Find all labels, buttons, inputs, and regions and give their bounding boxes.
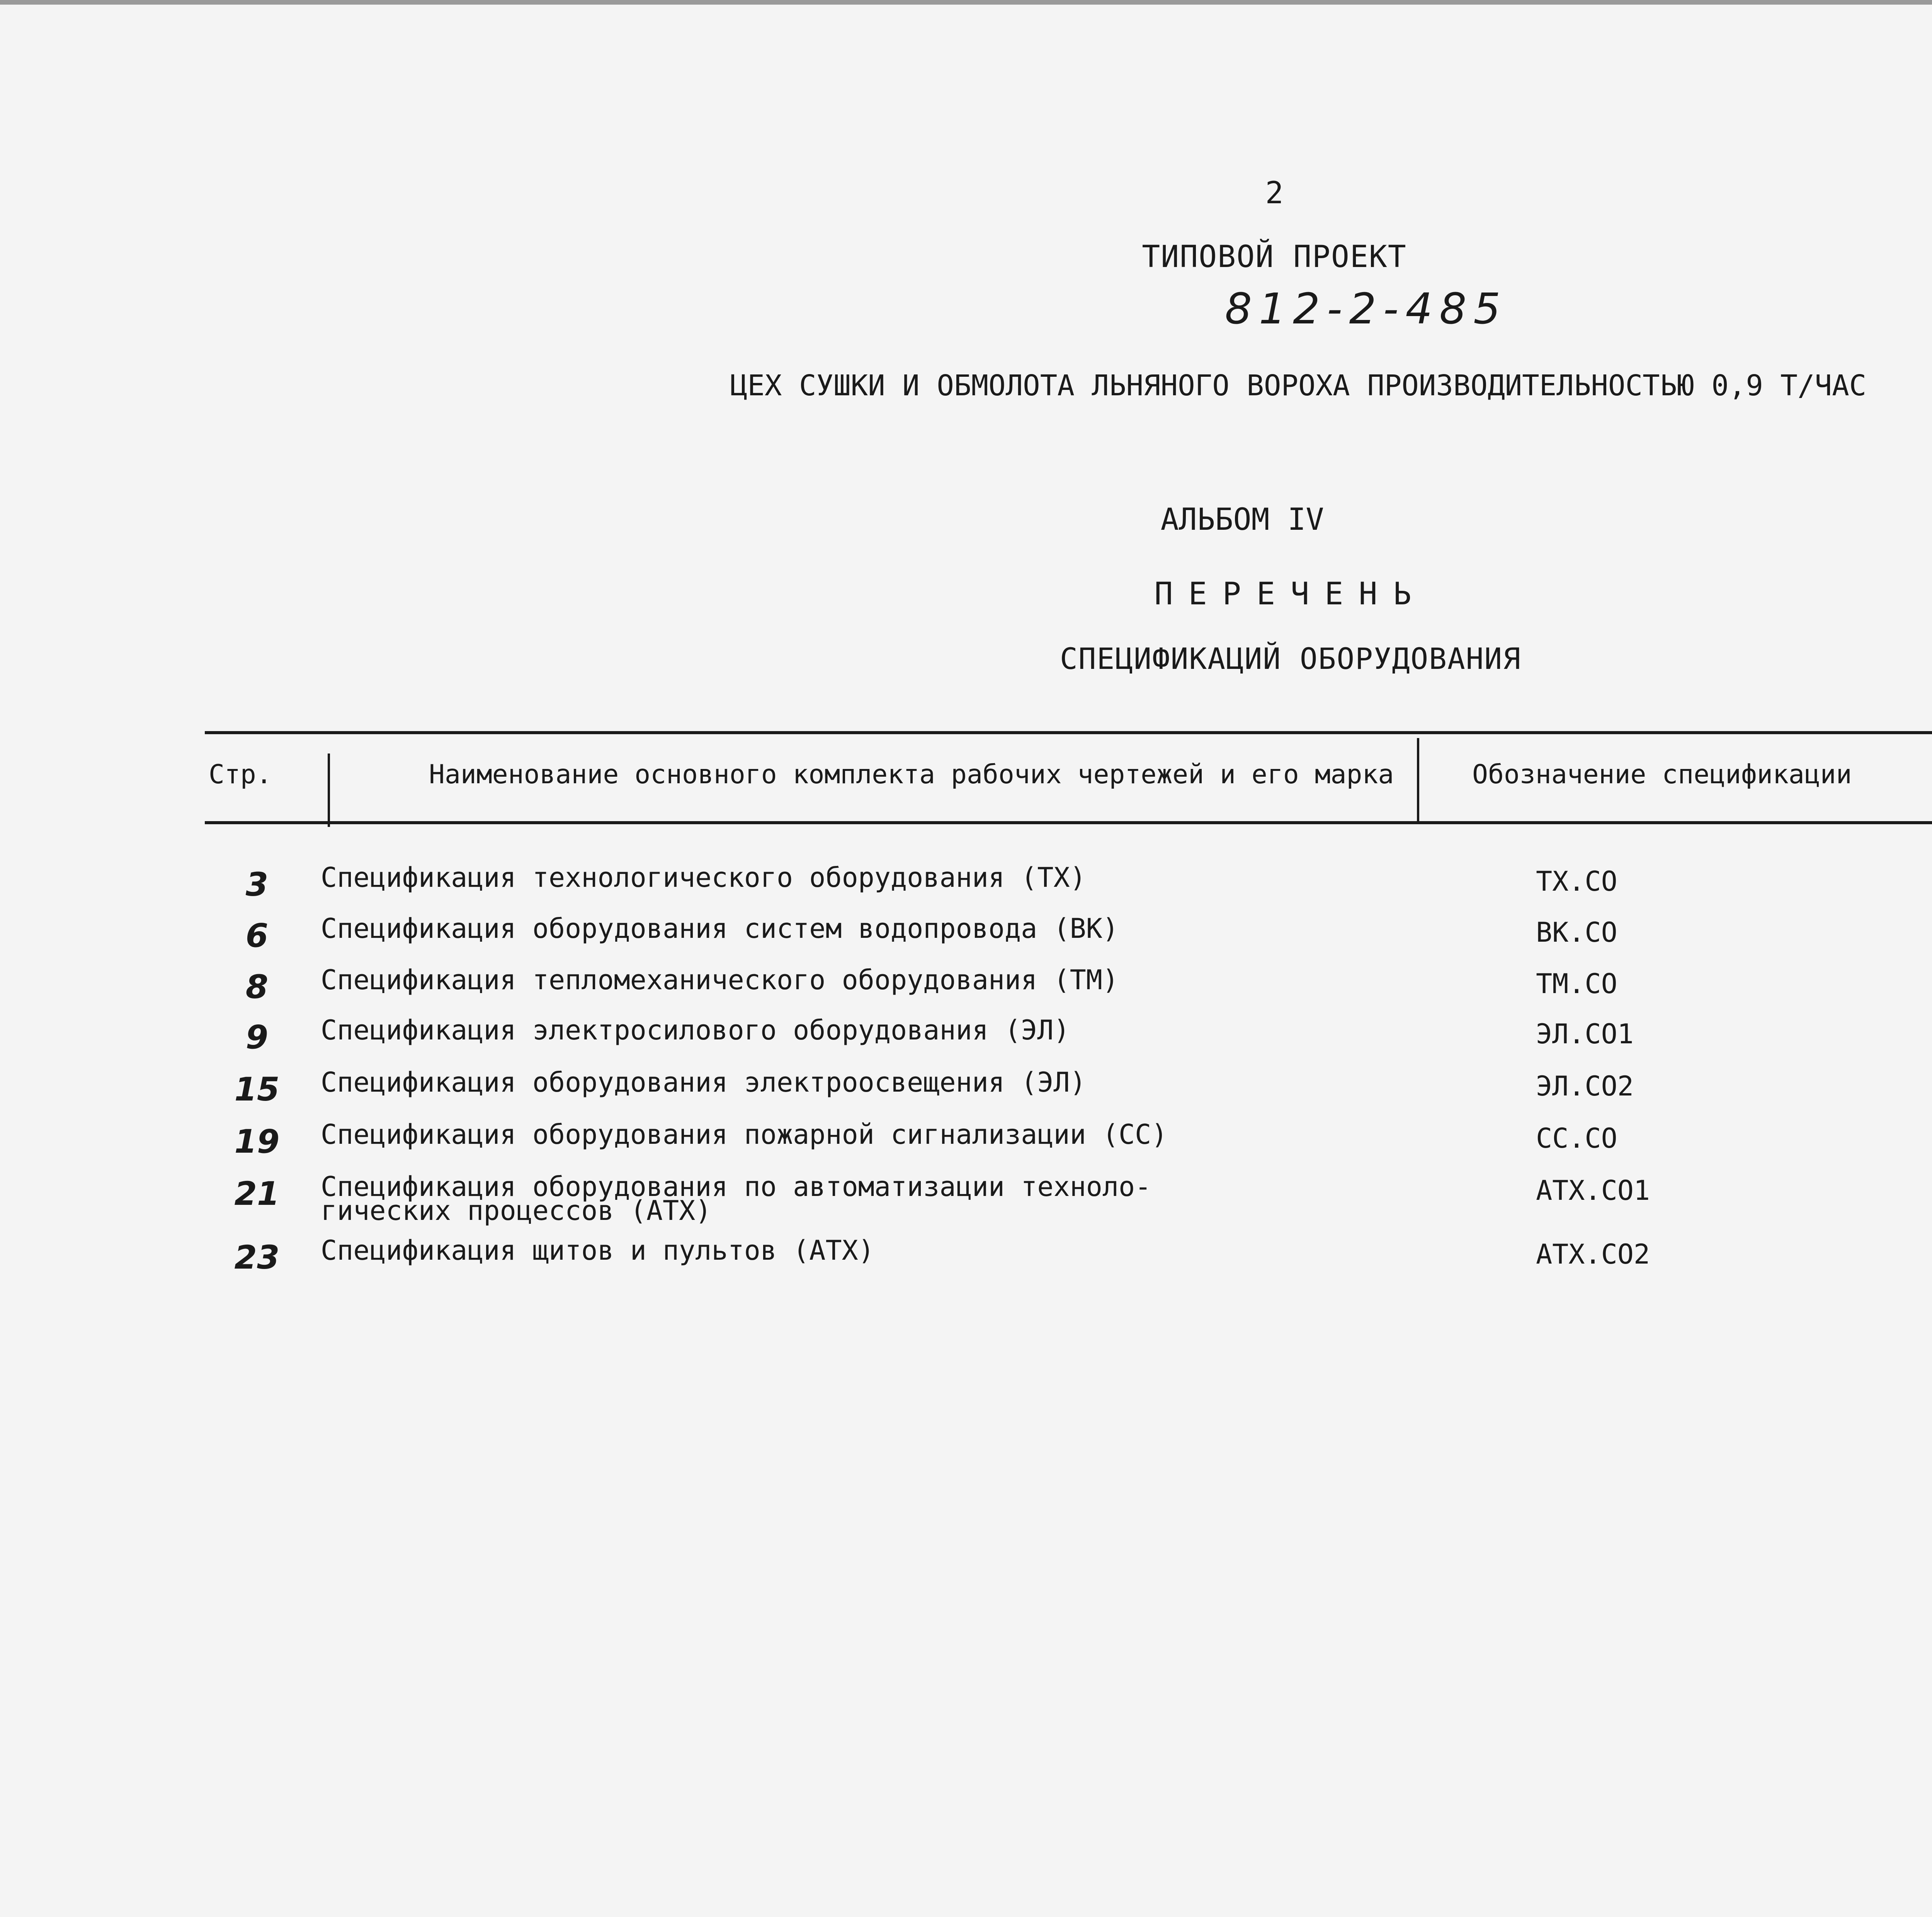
table-top-rule	[205, 731, 1932, 734]
column-header-code: Обозначение спецификации	[1472, 759, 1852, 790]
column-divider	[1417, 738, 1419, 821]
table-row	[0, 1014, 1932, 1068]
column-divider	[328, 754, 330, 827]
row-page: 19	[234, 1123, 280, 1160]
row-code: ЭЛ.СО1	[1536, 1018, 1634, 1050]
project-title: ЦЕХ СУШКИ И ОБМОЛОТА ЛЬНЯНОГО ВОРОХА ПРОИЗВОДИТЕЛЬНОСТЬЮ 0,9 Т/ЧАС	[730, 369, 1867, 402]
row-code: ТХ.СО	[1536, 866, 1617, 897]
album-label: АЛЬБОМ IV	[1160, 502, 1324, 537]
row-name: Спецификация щитов и пультов (АТХ)	[321, 1235, 874, 1266]
project-code: 812-2-485	[1225, 284, 1508, 333]
row-code: АТХ.СО1	[1536, 1175, 1650, 1206]
table-row	[0, 1171, 1932, 1240]
column-header-page: Стр.	[209, 759, 272, 790]
row-page: 3	[245, 866, 269, 903]
column-header-name: Наименование основного комплекта рабочих чертежей и его марка	[429, 759, 1394, 790]
row-page: 6	[245, 917, 269, 954]
table-row	[0, 964, 1932, 1018]
row-code: СС.СО	[1536, 1123, 1617, 1154]
table-row	[0, 913, 1932, 967]
table-row	[0, 862, 1932, 916]
table-row	[0, 1067, 1932, 1121]
row-page: 23	[234, 1238, 280, 1276]
table-row	[0, 1119, 1932, 1173]
row-page: 8	[245, 968, 269, 1006]
row-code: АТХ.СО2	[1536, 1238, 1650, 1270]
row-name: Спецификация тепломеханического оборудования (ТМ)	[321, 964, 1119, 996]
project-type-label: ТИПОВОЙ ПРОЕКТ	[1142, 240, 1407, 274]
row-page: 21	[234, 1175, 280, 1213]
table-row	[0, 1235, 1932, 1289]
row-page: 15	[234, 1070, 280, 1108]
row-code: ВК.СО	[1536, 917, 1617, 948]
row-name: Спецификация оборудования электроосвещения (ЭЛ)	[321, 1067, 1086, 1098]
list-title: ПЕРЕЧЕНЬ	[1154, 576, 1427, 612]
row-name: Спецификация оборудования систем водопровода (ВК)	[321, 913, 1119, 944]
row-name: Спецификация оборудования пожарной сигнализации (СС)	[321, 1119, 1168, 1150]
scan-top-edge	[0, 0, 1932, 5]
row-page: 9	[245, 1018, 269, 1056]
row-name: Спецификация технологического оборудования (ТХ)	[321, 862, 1086, 893]
list-subtitle: СПЕЦИФИКАЦИЙ ОБОРУДОВАНИЯ	[1060, 641, 1521, 676]
row-code: ЭЛ.СО2	[1536, 1070, 1634, 1102]
table-header-bottom-rule	[205, 821, 1932, 824]
page-number: 2	[1265, 176, 1284, 211]
row-name: Спецификация оборудования по автоматизации техноло- гических процессов (АТХ)	[321, 1171, 1151, 1226]
row-name: Спецификация электросилового оборудования (ЭЛ)	[321, 1014, 1070, 1046]
row-code: ТМ.СО	[1536, 968, 1617, 1000]
